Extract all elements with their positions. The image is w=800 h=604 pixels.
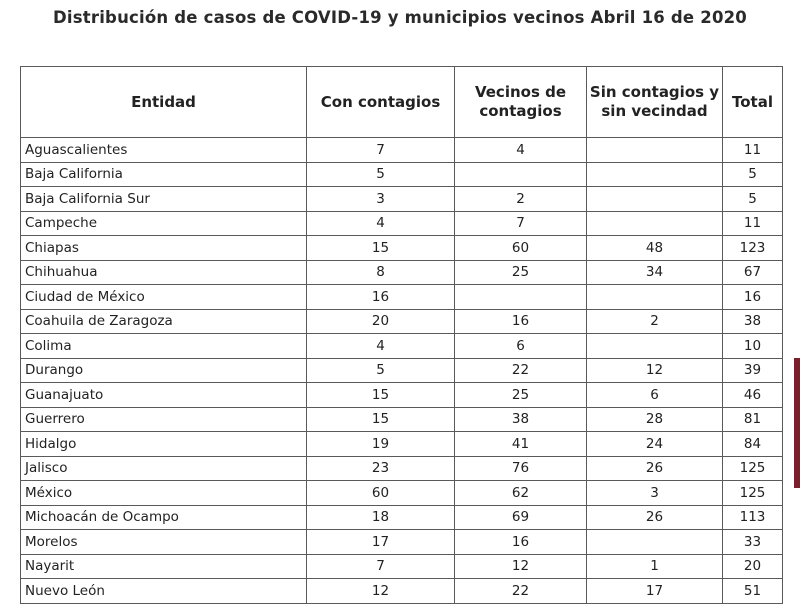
entidad-cell: México bbox=[21, 481, 307, 506]
sin-contagios-cell: 24 bbox=[587, 432, 723, 457]
vecinos-cell: 62 bbox=[455, 481, 587, 506]
header-entidad: Entidad bbox=[21, 67, 307, 138]
covid-distribution-table bbox=[20, 66, 783, 604]
table-row bbox=[21, 579, 783, 604]
table-row bbox=[21, 481, 783, 506]
con-contagios-cell: 16 bbox=[307, 285, 455, 310]
sin-contagios-cell bbox=[587, 334, 723, 359]
vecinos-cell: 22 bbox=[455, 358, 587, 383]
table-row bbox=[21, 309, 783, 334]
con-contagios-cell: 3 bbox=[307, 187, 455, 212]
vecinos-cell: 76 bbox=[455, 456, 587, 481]
sin-contagios-cell: 26 bbox=[587, 505, 723, 530]
total-cell: 38 bbox=[723, 309, 783, 334]
table-row bbox=[21, 383, 783, 408]
con-contagios-cell: 15 bbox=[307, 407, 455, 432]
sin-contagios-cell: 34 bbox=[587, 260, 723, 285]
entidad-cell: Aguascalientes bbox=[21, 138, 307, 163]
entidad-cell: Campeche bbox=[21, 211, 307, 236]
sin-contagios-cell: 26 bbox=[587, 456, 723, 481]
table-row bbox=[21, 285, 783, 310]
entidad-cell: Baja California bbox=[21, 162, 307, 187]
entidad-cell: Chiapas bbox=[21, 236, 307, 261]
table-row bbox=[21, 432, 783, 457]
sin-contagios-cell bbox=[587, 138, 723, 163]
entidad-cell: Colima bbox=[21, 334, 307, 359]
sin-contagios-cell: 48 bbox=[587, 236, 723, 261]
total-cell: 81 bbox=[723, 407, 783, 432]
entidad-cell: Coahuila de Zaragoza bbox=[21, 309, 307, 334]
vecinos-cell: 7 bbox=[455, 211, 587, 236]
sin-contagios-cell: 12 bbox=[587, 358, 723, 383]
con-contagios-cell: 15 bbox=[307, 236, 455, 261]
vecinos-cell: 41 bbox=[455, 432, 587, 457]
entidad-cell: Nuevo León bbox=[21, 579, 307, 604]
header-total: Total bbox=[723, 67, 783, 138]
sin-contagios-cell: 17 bbox=[587, 579, 723, 604]
table-row bbox=[21, 260, 783, 285]
vecinos-cell: 38 bbox=[455, 407, 587, 432]
vecinos-cell: 22 bbox=[455, 579, 587, 604]
vecinos-cell bbox=[455, 162, 587, 187]
entidad-cell: Durango bbox=[21, 358, 307, 383]
vecinos-cell: 6 bbox=[455, 334, 587, 359]
vecinos-cell: 60 bbox=[455, 236, 587, 261]
total-cell: 67 bbox=[723, 260, 783, 285]
entidad-cell: Michoacán de Ocampo bbox=[21, 505, 307, 530]
vecinos-cell: 25 bbox=[455, 260, 587, 285]
total-cell: 46 bbox=[723, 383, 783, 408]
total-cell: 10 bbox=[723, 334, 783, 359]
con-contagios-cell: 19 bbox=[307, 432, 455, 457]
table-row bbox=[21, 407, 783, 432]
entidad-cell: Guanajuato bbox=[21, 383, 307, 408]
con-contagios-cell: 4 bbox=[307, 211, 455, 236]
total-cell: 33 bbox=[723, 530, 783, 555]
entidad-cell: Guerrero bbox=[21, 407, 307, 432]
entidad-cell: Morelos bbox=[21, 530, 307, 555]
sin-contagios-cell: 1 bbox=[587, 554, 723, 579]
con-contagios-cell: 5 bbox=[307, 162, 455, 187]
sin-contagios-cell: 28 bbox=[587, 407, 723, 432]
sin-contagios-cell: 6 bbox=[587, 383, 723, 408]
total-cell: 39 bbox=[723, 358, 783, 383]
table-row bbox=[21, 187, 783, 212]
con-contagios-cell: 23 bbox=[307, 456, 455, 481]
vecinos-cell: 2 bbox=[455, 187, 587, 212]
header-row bbox=[21, 67, 783, 138]
table-row bbox=[21, 211, 783, 236]
sin-contagios-cell bbox=[587, 530, 723, 555]
con-contagios-cell: 18 bbox=[307, 505, 455, 530]
entidad-cell: Ciudad de México bbox=[21, 285, 307, 310]
total-cell: 113 bbox=[723, 505, 783, 530]
vecinos-cell: 69 bbox=[455, 505, 587, 530]
entidad-cell: Hidalgo bbox=[21, 432, 307, 457]
total-cell: 123 bbox=[723, 236, 783, 261]
sin-contagios-cell bbox=[587, 211, 723, 236]
table-row bbox=[21, 554, 783, 579]
entidad-cell: Nayarit bbox=[21, 554, 307, 579]
con-contagios-cell: 7 bbox=[307, 138, 455, 163]
header-vecinos-de-contagios: Vecinos de contagios bbox=[455, 67, 587, 138]
vecinos-cell: 25 bbox=[455, 383, 587, 408]
entidad-cell: Chihuahua bbox=[21, 260, 307, 285]
side-accent-bar bbox=[794, 358, 800, 488]
table-row bbox=[21, 456, 783, 481]
total-cell: 125 bbox=[723, 481, 783, 506]
table-row bbox=[21, 236, 783, 261]
vecinos-cell bbox=[455, 285, 587, 310]
con-contagios-cell: 8 bbox=[307, 260, 455, 285]
total-cell: 5 bbox=[723, 162, 783, 187]
total-cell: 84 bbox=[723, 432, 783, 457]
sin-contagios-cell: 2 bbox=[587, 309, 723, 334]
total-cell: 11 bbox=[723, 211, 783, 236]
entidad-cell: Jalisco bbox=[21, 456, 307, 481]
total-cell: 125 bbox=[723, 456, 783, 481]
header-con-contagios: Con contagios bbox=[307, 67, 455, 138]
table-body bbox=[21, 138, 783, 604]
vecinos-cell: 12 bbox=[455, 554, 587, 579]
con-contagios-cell: 60 bbox=[307, 481, 455, 506]
con-contagios-cell: 12 bbox=[307, 579, 455, 604]
sin-contagios-cell bbox=[587, 162, 723, 187]
sin-contagios-cell: 3 bbox=[587, 481, 723, 506]
table-row bbox=[21, 334, 783, 359]
con-contagios-cell: 4 bbox=[307, 334, 455, 359]
total-cell: 5 bbox=[723, 187, 783, 212]
sin-contagios-cell bbox=[587, 187, 723, 212]
con-contagios-cell: 15 bbox=[307, 383, 455, 408]
entidad-cell: Baja California Sur bbox=[21, 187, 307, 212]
table-row bbox=[21, 530, 783, 555]
header-sin-contagios-sin-vecindad: Sin contagios y sin vecindad bbox=[587, 67, 723, 138]
total-cell: 51 bbox=[723, 579, 783, 604]
vecinos-cell: 16 bbox=[455, 530, 587, 555]
vecinos-cell: 16 bbox=[455, 309, 587, 334]
table-row bbox=[21, 505, 783, 530]
table-row bbox=[21, 162, 783, 187]
total-cell: 20 bbox=[723, 554, 783, 579]
sin-contagios-cell bbox=[587, 285, 723, 310]
total-cell: 11 bbox=[723, 138, 783, 163]
total-cell: 16 bbox=[723, 285, 783, 310]
con-contagios-cell: 7 bbox=[307, 554, 455, 579]
table-row bbox=[21, 358, 783, 383]
vecinos-cell: 4 bbox=[455, 138, 587, 163]
con-contagios-cell: 5 bbox=[307, 358, 455, 383]
table-row bbox=[21, 138, 783, 163]
con-contagios-cell: 20 bbox=[307, 309, 455, 334]
page-title: Distribución de casos de COVID-19 y municipios vecinos Abril 16 de 2020 bbox=[53, 8, 747, 27]
con-contagios-cell: 17 bbox=[307, 530, 455, 555]
